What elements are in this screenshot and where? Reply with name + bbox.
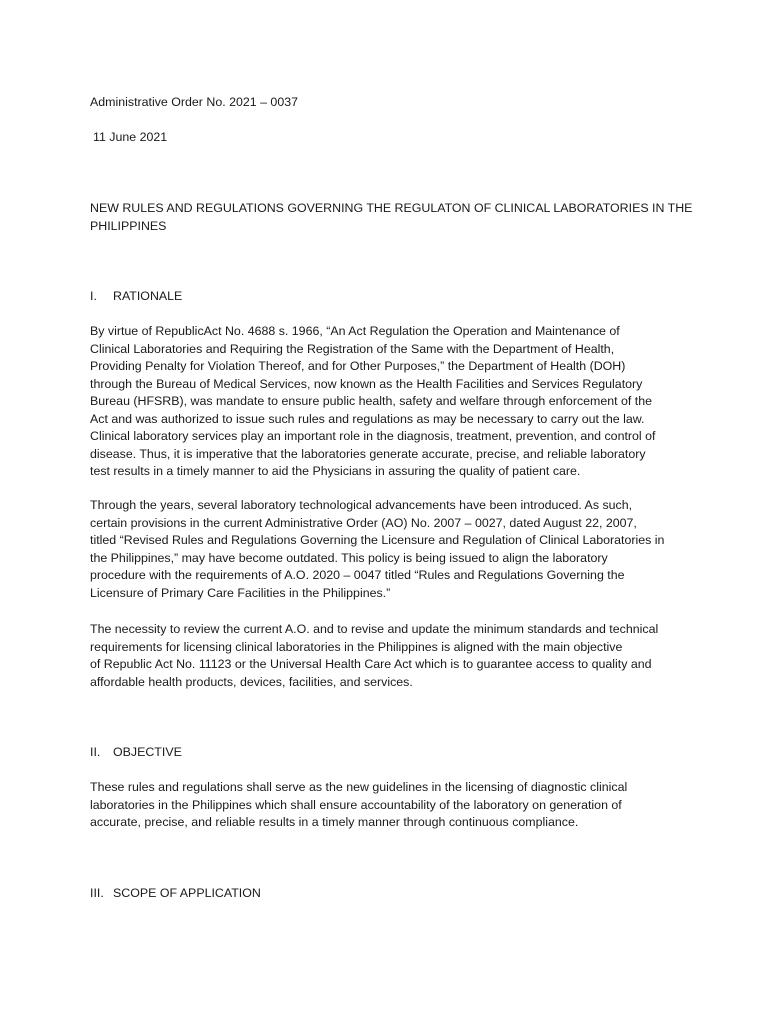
text-line: accurate, precise, and reliable results in a timely manner through continuous compliance.	[90, 815, 579, 829]
text-line: through the Bureau of Medical Services, now known as the Health Facilities and Services Regulatory	[90, 376, 643, 391]
text-line: These rules and regulations shall serve as the new guidelines in the licensing of diagnostic clinical	[90, 780, 628, 794]
text-line: affordable health products, devices, facilities, and services.	[90, 674, 413, 689]
section-heading-rationale	[90, 288, 182, 306]
text-line: procedure with the requirements of A.O. 2020 – 0047 titled “Rules and Regulations Governing the	[90, 568, 625, 582]
text-line: of Republic Act No. 11123 or the Universal Health Care Act which is to guarantee access to quality and	[90, 657, 652, 671]
paragraph	[90, 621, 680, 691]
text-line: disease. Thus, it is imperative that the laboratories generate accurate, precise, and reliable laboratory	[90, 446, 646, 461]
document-title	[90, 200, 693, 235]
text-line: test results in a timely manner to aid the Physicians in assuring the quality of patient care.	[90, 464, 581, 478]
section-number: I.	[90, 289, 97, 303]
section-title: SCOPE OF APPLICATION	[113, 886, 261, 900]
title-line: PHILIPPINES	[90, 218, 167, 233]
text-line: the Philippines,” may have become outdated. This policy is being issued to align the laboratory	[90, 550, 608, 565]
section-heading-scope	[90, 885, 261, 903]
text-line: Licensure of Primary Care Facilities in the Philippines.”	[90, 585, 391, 600]
section-title: OBJECTIVE	[113, 745, 182, 759]
text-line: laboratories in the Philippines which shall ensure accountability of the laboratory on generation of	[90, 797, 622, 812]
text-line: certain provisions in the current Administrative Order (AO) No. 2007 – 0027, dated August 22, 2007,	[90, 515, 637, 530]
paragraph	[90, 779, 680, 832]
text-line: Clinical Laboratories and Requiring the Registration of the Same with the Department of Health,	[90, 341, 615, 356]
paragraph	[90, 497, 680, 602]
section-heading-objective	[90, 744, 182, 762]
section-number: III.	[90, 886, 104, 900]
text-line: Act and was authorized to issue such rules and regulations as may be necessary to carry out the law.	[90, 411, 645, 426]
section-title: RATIONALE	[113, 289, 183, 303]
section-number: II.	[90, 745, 101, 759]
text-line: requirements for licensing clinical laboratories in the Philippines is aligned with the main objective	[90, 639, 623, 654]
text-line: Clinical laboratory services play an important role in the diagnosis, treatment, prevention, and control of	[90, 429, 656, 443]
order-date: 11 June 2021	[93, 130, 168, 144]
text-line: By virtue of RepublicAct No. 4688 s. 1966, “An Act Regulation the Operation and Maintenance of	[90, 324, 620, 338]
text-line: Through the years, several laboratory technological advancements have been introduced. As such,	[90, 498, 633, 512]
text-line: Providing Penalty for Violation Thereof, and for Other Purposes,” the Department of Health (DOH)	[90, 359, 626, 373]
text-line: titled “Revised Rules and Regulations Governing the Licensure and Regulation of Clinical Laboratories in	[90, 533, 665, 547]
text-line: The necessity to review the current A.O. and to revise and update the minimum standards and technical	[90, 622, 659, 636]
paragraph	[90, 323, 680, 481]
title-line: NEW RULES AND REGULATIONS GOVERNING THE REGULATON OF CLINICAL LABORATORIES IN THE	[90, 201, 693, 215]
order-number: Administrative Order No. 2021 – 0037	[90, 95, 298, 109]
text-line: Bureau (HFSRB), was mandate to ensure public health, safety and welfare through enforcement of the	[90, 394, 653, 408]
